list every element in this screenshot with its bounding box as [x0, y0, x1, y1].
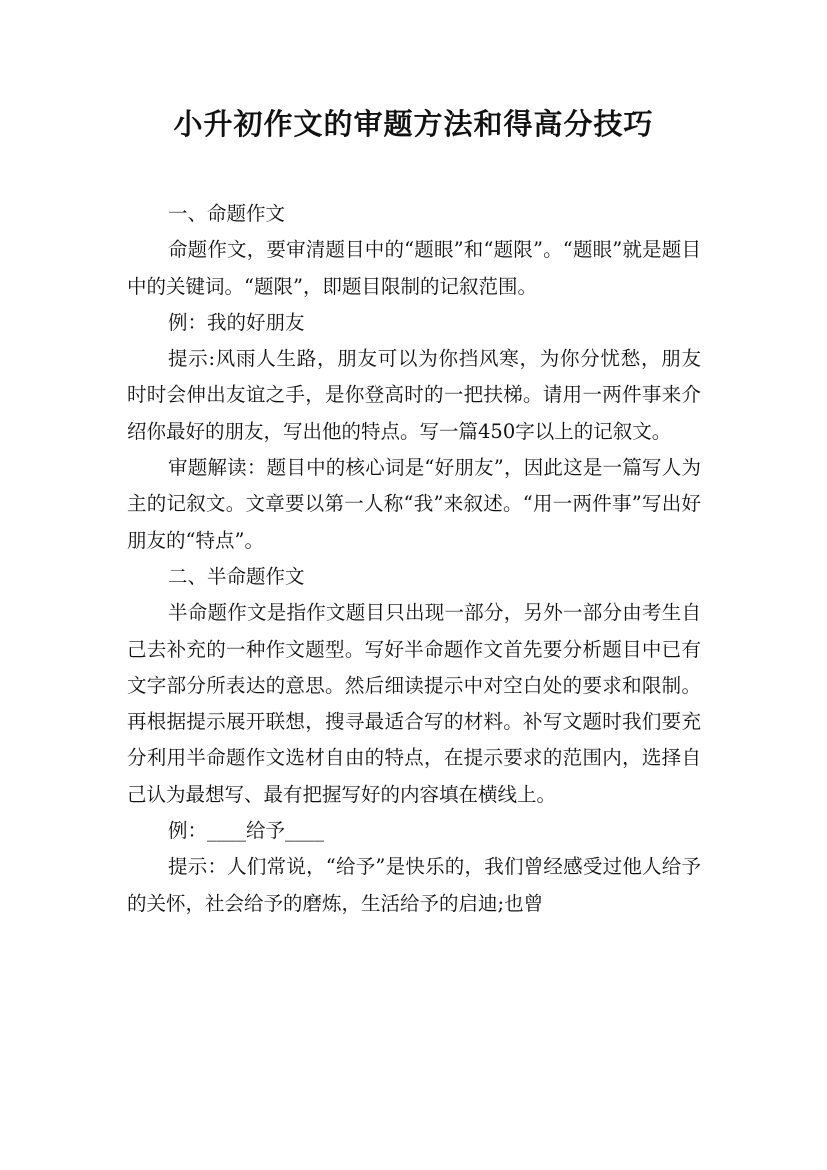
body-paragraph: 提示:风雨人生路，朋友可以为你挡风寒，为你分忧愁，朋友时时会伸出友谊之手，是你登高时的一把扶梯。请用一两件事来介绍你最好的朋友，写出他的特点。写一篇450字以上的记叙文。	[127, 347, 701, 443]
section-heading: 一、命题作文	[168, 202, 286, 225]
body-paragraph: 提示：人们常说，“给予”是快乐的，我们曾经感受过他人给予的关怀，社会给予的磨炼，生活给予的启迪;也曾	[127, 855, 701, 915]
body-paragraph: 半命题作文是指作文题目只出现一部分，另外一部分由考生自己去补充的一种作文题型。写好半命题作文首先要分析题目中已有文字部分所表达的意思。然后细读提示中对空白处的要求和限制。再根据提示展开联想，搜寻最适合写的材料。补写文题时我们要充分利用半命题作文选材自由的特点，在提示要求的范围内，选择自己认为最想写、最有把握写好的内容填在横线上。	[127, 601, 701, 806]
document-title: 小升初作文的审题方法和得高分技巧	[173, 107, 654, 141]
example-line: 例：____给予____	[168, 819, 325, 843]
example-line: 例：我的好朋友	[168, 310, 305, 334]
body-paragraph: 命题作文，要审清题目中的“题眼”和“题限”。“题眼”就是题目中的关键词。“题限”，即题目限制的记叙范围。	[127, 238, 701, 298]
section-heading: 二、半命题作文	[168, 564, 305, 588]
body-paragraph: 审题解读：题目中的核心词是“好朋友”，因此这是一篇写人为主的记叙文。文章要以第一人称“我”来叙述。“用一两件事”写出好朋友的“特点”。	[127, 456, 701, 552]
document-body	[127, 196, 701, 922]
